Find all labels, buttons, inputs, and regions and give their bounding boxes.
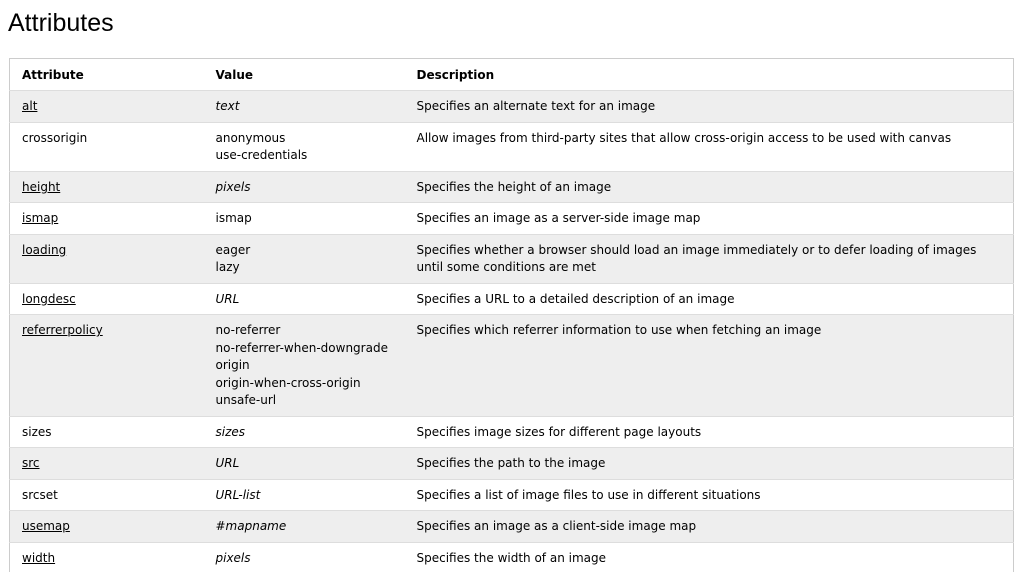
table-row <box>10 91 1014 123</box>
attribute-cell <box>10 283 204 315</box>
value-text: #mapname <box>215 519 287 533</box>
attribute-cell <box>10 315 204 417</box>
table-body <box>10 91 1014 572</box>
description-cell: Specifies whether a browser should load an image immediately or to defer loading of images until some conditions are met <box>405 234 1014 283</box>
table-row <box>10 203 1014 235</box>
value-cell <box>204 315 405 417</box>
attribute-name-srcset: srcset <box>22 487 58 502</box>
value-cell <box>204 511 405 543</box>
value-text: origin <box>215 358 250 372</box>
table-header-row <box>10 59 1014 91</box>
attribute-link-src[interactable]: src <box>22 456 40 470</box>
value-cell <box>204 122 405 171</box>
value-text: pixels <box>215 179 251 194</box>
value-text: pixels <box>215 550 251 565</box>
value-cell <box>204 171 405 203</box>
value-text: anonymous <box>215 130 286 145</box>
value-text: URL <box>215 291 240 306</box>
description-cell: Specifies the path to the image <box>405 448 1014 480</box>
description-cell: Specifies the height of an image <box>405 171 1014 203</box>
attribute-link-usemap[interactable]: usemap <box>22 519 70 533</box>
attribute-cell <box>10 448 204 480</box>
attributes-table <box>9 58 1014 572</box>
description-cell: Specifies which referrer information to use when fetching an image <box>405 315 1014 417</box>
value-text: text <box>215 99 240 113</box>
header-attribute: Attribute <box>10 59 204 91</box>
table-row <box>10 315 1014 417</box>
value-text: sizes <box>215 424 246 439</box>
table-row <box>10 234 1014 283</box>
value-cell <box>204 234 405 283</box>
value-cell <box>204 203 405 235</box>
description-cell: Specifies a URL to a detailed description of an image <box>405 283 1014 315</box>
attribute-link-ismap[interactable]: ismap <box>22 211 59 225</box>
attribute-link-loading[interactable]: loading <box>22 242 67 257</box>
attribute-cell <box>10 171 204 203</box>
value-text: URL-list <box>215 487 261 502</box>
header-value: Value <box>204 59 405 91</box>
attribute-cell <box>10 416 204 448</box>
description-cell: Specifies an image as a server-side image map <box>405 203 1014 235</box>
attribute-cell <box>10 542 204 572</box>
description-cell: Specifies image sizes for different page layouts <box>405 416 1014 448</box>
value-text: no-referrer-when-downgrade <box>215 340 388 355</box>
table-row <box>10 171 1014 203</box>
description-cell: Allow images from third-party sites that allow cross-origin access to be used with canvas <box>405 122 1014 171</box>
attribute-cell <box>10 203 204 235</box>
table-row <box>10 542 1014 572</box>
attribute-cell <box>10 511 204 543</box>
attribute-name-crossorigin: crossorigin <box>22 130 88 145</box>
value-text: lazy <box>215 260 240 274</box>
attribute-link-longdesc[interactable]: longdesc <box>22 291 76 306</box>
description-cell: Specifies a list of image files to use in different situations <box>405 479 1014 511</box>
value-text: eager <box>215 242 251 257</box>
table-row <box>10 511 1014 543</box>
attribute-link-referrerpolicy[interactable]: referrerpolicy <box>22 323 103 337</box>
value-text: unsafe-url <box>215 393 277 407</box>
attribute-link-height[interactable]: height <box>22 179 61 194</box>
value-cell <box>204 448 405 480</box>
value-text: use-credentials <box>215 148 308 162</box>
value-cell <box>204 542 405 572</box>
value-cell <box>204 416 405 448</box>
table-row <box>10 479 1014 511</box>
attribute-link-alt[interactable]: alt <box>22 99 38 113</box>
attribute-link-width[interactable]: width <box>22 550 56 565</box>
value-text: origin-when-cross-origin <box>215 375 361 390</box>
value-cell <box>204 91 405 123</box>
value-cell <box>204 479 405 511</box>
header-description: Description <box>405 59 1014 91</box>
description-cell: Specifies an alternate text for an image <box>405 91 1014 123</box>
attribute-cell <box>10 479 204 511</box>
value-text: no-referrer <box>215 323 281 337</box>
description-cell: Specifies the width of an image <box>405 542 1014 572</box>
value-text: URL <box>215 456 240 470</box>
table-row <box>10 416 1014 448</box>
attribute-cell <box>10 122 204 171</box>
page-title: Attributes <box>8 9 114 37</box>
table-row <box>10 283 1014 315</box>
attribute-name-sizes: sizes <box>22 424 52 439</box>
table-row <box>10 448 1014 480</box>
table-row <box>10 122 1014 171</box>
description-cell: Specifies an image as a client-side image map <box>405 511 1014 543</box>
attribute-cell <box>10 91 204 123</box>
value-text: ismap <box>215 211 252 225</box>
attribute-cell <box>10 234 204 283</box>
value-cell <box>204 283 405 315</box>
